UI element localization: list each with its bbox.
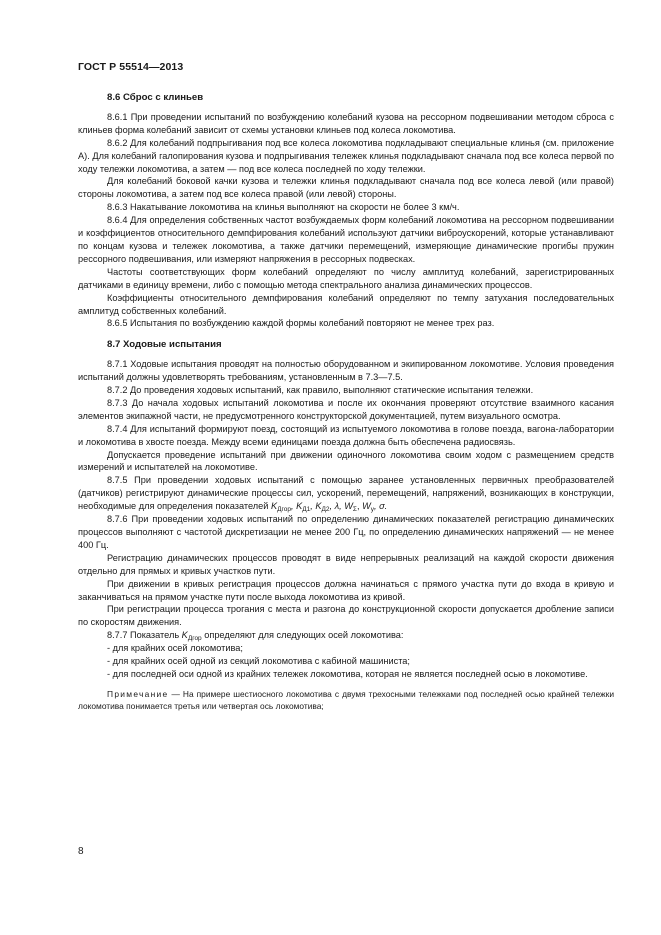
document-header: ГОСТ Р 55514—2013 (78, 61, 184, 73)
section-8-7-title: 8.7 Ходовые испытания (107, 339, 222, 351)
list-item: - для последней оси одной из крайних тележек локомотива, которая не является последней осью в локомотиве. (107, 668, 588, 679)
paragraph-8-7-4-single-loco: Допускается проведение испытаний при движении одиночного локомотива своим ходом с размещением средств измерений и испытателей на локомотиве. (78, 449, 614, 473)
paragraph-8-7-7-lead: 8.7.7 Показатель (107, 630, 180, 641)
paragraph-8-7-7 (78, 629, 614, 642)
paragraph-8-7-7-tail: определяют для следующих осей локомотива: (201, 630, 404, 641)
paragraph-8-7-5-text: 8.7.5 При проведении ходовых испытаний с помощью заранее установленных первичных преобразователей (датчиков) регистрируют динамические процессы сил, ускорений, перемещений, напряжений, возникающих в конструкции, необходимые для определения показателей (78, 475, 614, 512)
paragraph-8-6-1: 8.6.1 При проведении испытаний по возбуждению колебаний кузова на рессорном подвешивании методом сброса с клиньев форма колебаний зависит от схемы установки клиньев под колеса локомотива. (78, 111, 614, 135)
paragraph-8-7-6-curves: При движении в кривых регистрация процессов должна начинаться с прямого участка пути до входа в кривую и заканчиваться на прямом участке пути после выхода локомотива из кривой. (78, 578, 614, 602)
symbol-sub-y: y (370, 506, 374, 514)
paragraph-8-6-4-damping: Коэффициенты относительного демпфирования колебаний определяют по темпу затухания последовательных амплитуд собственных колебаний. (78, 292, 614, 316)
paragraph-8-7-5 (78, 474, 614, 513)
paragraph-8-6-2-side-roll: Для колебаний боковой качки кузова и тележки клинья подкладывают сначала под все колеса левой (или правой) стороны локомотива, а затем под все колеса правой (или левой) стороны. (78, 176, 614, 200)
symbol-sub-sigma: Σ (352, 506, 357, 514)
symbol-sub-d2: Д2 (321, 506, 330, 514)
paragraph-8-7-1: 8.7.1 Ходовые испытания проводят на полностью оборудованном и экипированном локомотиве. Условия проведения испытаний должны удовлетворять требованиям, установленным в 7.3—7.5. (78, 359, 614, 383)
paragraph-8-7-6: 8.7.6 При проведении ходовых испытаний по определению динамических показателей регистрацию динамических процессов выполняют с частотой дискретизации не менее 200 Гц, по определению динамических напряжений — не менее 400 Гц. (78, 514, 614, 550)
document-body (78, 92, 614, 712)
paragraph-8-6-5: 8.6.5 Испытания по возбуждению каждой формы колебаний повторяют не менее трех раз. (107, 318, 495, 329)
section-8-6-title: 8.6 Сброс с клиньев (107, 92, 204, 103)
note (78, 688, 614, 712)
paragraph-8-7-4: 8.7.4 Для испытаний формируют поезд, состоящий из испытуемого локомотива в голове поезда, вагона-лаборатории и локомотива в хвосте поезда. Между всеми единицами поезда должна быть обеспечена радиосвязь. (78, 423, 614, 447)
note-label: Примечание (107, 688, 169, 699)
note-text: — На примере шестиосного локомотива с двумя трехосными тележками под последней осью крайней тележки локомотива понимается третья или четвертая ось локомотива; (78, 688, 614, 711)
page-number: 8 (78, 846, 84, 857)
symbol-w: W (362, 501, 371, 512)
symbol-lambda-w: , λ, W (329, 501, 353, 512)
paragraph-8-7-6-start: При регистрации процесса трогания с места и разгона до конструкционной скорости допускается дробление записи по скоростям движения. (78, 604, 614, 628)
list-item: - для крайних осей одной из секций локомотива с кабиной машиниста; (107, 656, 410, 667)
list-item: - для крайних осей локомотива; (107, 643, 243, 654)
paragraph-8-6-4-frequencies: Частоты соответствующих форм колебаний определяют по числу амплитуд колебаний, зарегистрированных датчиками в единицу времени, либо с помощью метода спектрального анализа динамических процессов. (78, 266, 614, 290)
symbol-k-dgor: K (181, 630, 188, 641)
symbol-sub-dgor-2: Дгор (187, 635, 202, 643)
paragraph-8-6-4: 8.6.4 Для определения собственных частот возбуждаемых форм колебаний локомотива на рессорном подвешивании и коэффициентов относительного демпфирования колебаний используют датчики виброускорений, которые устанавливают по концам кузова и тележек локомотива, а также датчики перемещений, измеряющие динамические прогибы пружин рессорного подвешивания, или измеряют напряжения в рессорных подвесках. (78, 215, 614, 264)
symbol-k2: , K (310, 501, 322, 512)
paragraph-8-6-3: 8.6.3 Накатывание локомотива на клинья выполняют на скорости не более 3 км/ч. (107, 202, 460, 213)
symbol-comma: , (356, 501, 360, 512)
symbol-k: K (270, 501, 278, 512)
symbol-sub-d1: Д1 (302, 506, 311, 514)
paragraph-8-7-3: 8.7.3 До начала ходовых испытаний локомотива и после их окончания проверяют отсутствие взаимного касания элементов экипажной части, не предусмотренного конструкторской документацией, путем визуального осмотра. (78, 397, 614, 421)
paragraph-8-7-6-continuous: Регистрацию динамических процессов проводят в виде непрерывных реализаций на каждой скорости движения отдельно для прямых и кривых участков пути. (78, 552, 614, 576)
symbol-sub-dgor: Дгор (277, 506, 291, 514)
symbol-k1: , K (290, 501, 303, 512)
paragraph-8-6-2: 8.6.2 Для колебаний подпрыгивания под все колеса локомотива подкладывают специальные клинья (см. приложение А). Для колебаний галопирования кузова и подпрыгивания тележек клинья подкладывают сначала под все колеса первой по ходу тележки локомотива, а затем — под все колеса последней по ходу тележки. (78, 137, 614, 174)
symbol-sigma: , σ. (373, 501, 388, 512)
paragraph-8-7-2: 8.7.2 До проведения ходовых испытаний, как правило, выполняют статические испытания тележки. (107, 385, 534, 396)
